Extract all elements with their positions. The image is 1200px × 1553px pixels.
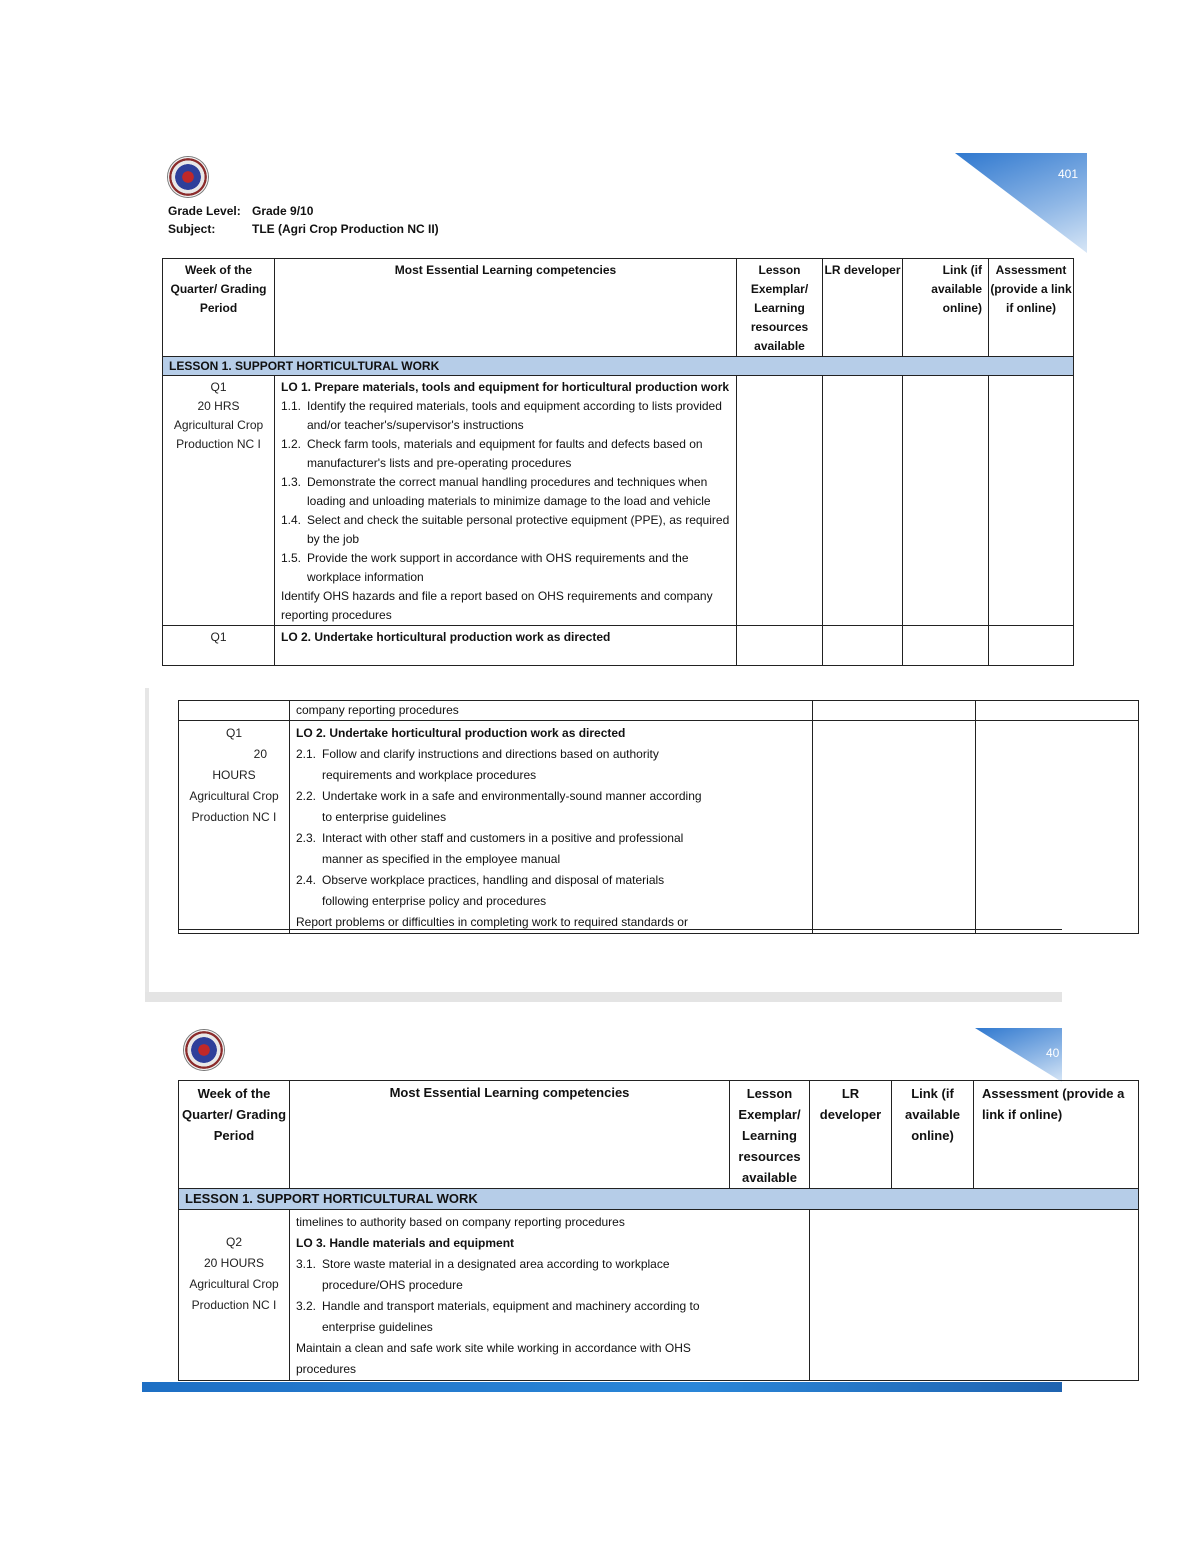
list-item — [296, 1296, 709, 1338]
bottom-bar — [142, 1382, 1062, 1392]
list-item — [296, 786, 712, 828]
item-number: 3.2. — [296, 1299, 317, 1313]
competency-head: company reporting procedures — [296, 703, 459, 717]
item-number: 3.1. — [296, 1257, 317, 1271]
lr-cell — [813, 721, 976, 934]
lesson-row — [179, 1189, 1139, 1210]
item-text: Identify the required materials, tools and equipment according to lists provided and/or teacher's/supervisor's instructions — [307, 399, 722, 432]
header-competencies: Most Essential Learning competencies — [275, 259, 737, 357]
item-number: 2.1. — [296, 747, 317, 761]
header-lesson: Lesson Exemplar/ Learning resources available — [737, 259, 823, 357]
competency-table-3 — [178, 1080, 1139, 1381]
competency-cell — [290, 701, 813, 721]
table-header — [179, 1081, 1139, 1189]
learning-outcome: LO 2. Undertake horticultural production work as directed — [296, 726, 626, 740]
page-separator — [145, 992, 1062, 1002]
week-course: Agricultural Crop — [189, 789, 279, 803]
item-text: Interact with other staff and customers in a positive and professional manner as specified in the employee manual — [322, 831, 684, 866]
lesson-cell — [737, 626, 823, 666]
subject-label: Subject: — [168, 222, 216, 236]
week-course: Agricultural Crop — [173, 418, 264, 432]
table-row — [163, 626, 1074, 666]
learning-outcome: LO 1. Prepare materials, tools and equipment for horticultural production work — [281, 380, 730, 394]
deped-seal-icon — [184, 1030, 224, 1070]
lesson-title: LESSON 1. SUPPORT HORTICULTURAL WORK — [179, 1189, 1139, 1210]
list-item — [296, 1254, 709, 1296]
week-cell — [179, 701, 290, 721]
item-text: Provide the work support in accordance with OHS requirements and the workplace information — [307, 551, 689, 584]
header-week: Week of the Quarter/ Grading Period — [179, 1081, 290, 1189]
item-number: 1.5. — [281, 551, 302, 565]
list-item — [281, 473, 730, 511]
subject-value: TLE (Agri Crop Production NC II) — [252, 222, 439, 236]
page-left-edge — [145, 688, 149, 994]
item-number: 1.2. — [281, 437, 302, 451]
header-assessment: Assessment (provide a link if online) — [974, 1081, 1139, 1189]
header-competencies: Most Essential Learning competencies — [290, 1081, 730, 1189]
week-hours: 20 HOURS — [203, 1256, 265, 1270]
week-course-level: Production NC I — [191, 810, 277, 824]
item-number: 2.2. — [296, 789, 317, 803]
week-quarter: Q2 — [225, 1235, 242, 1249]
list-item — [281, 511, 730, 549]
week-course-level: Production NC I — [176, 437, 261, 451]
week-hours: 20 HRS — [197, 399, 240, 413]
competency-cell — [275, 376, 737, 626]
header-lr: LR developer — [823, 259, 903, 357]
table-header — [163, 259, 1074, 357]
competency-tail: Identify OHS hazards and file a report based on OHS requirements and company reporting procedures — [281, 589, 713, 622]
lesson-title: LESSON 1. SUPPORT HORTICULTURAL WORK — [163, 357, 1074, 376]
week-course: Agricultural Crop — [189, 1277, 279, 1291]
lesson-cell — [737, 376, 823, 626]
header-link: Link (if available online) — [903, 259, 989, 357]
item-text: Store waste material in a designated area according to workplace procedure/OHS procedure — [322, 1257, 670, 1292]
assessment-cell — [976, 701, 1139, 721]
table-row — [179, 1210, 1139, 1381]
header-link: Link (if available online) — [892, 1081, 974, 1189]
item-text: Handle and transport materials, equipment and machinery according to enterprise guidelines — [322, 1299, 700, 1334]
table-viewport-3 — [178, 1080, 1125, 1382]
week-cell — [179, 721, 290, 934]
table-row — [179, 701, 1139, 721]
item-text: Undertake work in a safe and environmentally-sound manner according to enterprise guidelines — [322, 789, 702, 824]
grade-level — [168, 204, 313, 218]
item-text: Demonstrate the correct manual handling procedures and techniques when loading and unloading materials to minimize damage to the load and vehicle — [307, 475, 711, 508]
week-hours: 20 — [253, 747, 267, 761]
list-item — [281, 435, 730, 473]
page-number: 401 — [1058, 167, 1079, 181]
deped-seal-icon — [168, 157, 208, 197]
link-cell — [903, 626, 989, 666]
item-number: 1.4. — [281, 513, 302, 527]
competency-table-1 — [162, 258, 1074, 666]
assessment-cell — [989, 376, 1074, 626]
list-item — [296, 828, 712, 870]
week-course-level: Production NC I — [191, 1298, 277, 1312]
item-text: Observe workplace practices, handling and disposal of materials following enterprise policy and procedures — [322, 873, 665, 908]
header-week: Week of the Quarter/ Grading Period — [163, 259, 275, 357]
link-cell — [903, 376, 989, 626]
assessment-cell — [989, 626, 1074, 666]
list-item — [281, 549, 730, 587]
item-number: 2.4. — [296, 873, 317, 887]
week-cell — [179, 1210, 290, 1381]
competency-tail: Maintain a clean and safe work site while working in accordance with OHS procedures — [296, 1341, 691, 1376]
page-number: 40 — [1046, 1046, 1060, 1060]
lr-cell — [810, 1210, 1139, 1381]
learning-outcome: LO 2. Undertake horticultural production work as directed — [281, 630, 611, 644]
competency-cell — [290, 721, 813, 934]
item-number: 1.1. — [281, 399, 302, 413]
item-number: 2.3. — [296, 831, 317, 845]
competency-tail: Report problems or difficulties in completing work to required standards or — [296, 915, 688, 929]
week-cell — [163, 626, 275, 666]
competency-head: timelines to authority based on company reporting procedures — [296, 1215, 625, 1229]
list-item — [296, 870, 712, 912]
grade-label: Grade Level: — [168, 204, 241, 218]
assessment-cell — [976, 721, 1139, 934]
table-row — [179, 721, 1139, 934]
header-lr: LR developer — [810, 1081, 892, 1189]
list-item — [281, 397, 730, 435]
lr-cell — [823, 376, 903, 626]
lr-cell — [813, 701, 976, 721]
header-assessment: Assessment (provide a link if online) — [989, 259, 1074, 357]
lr-cell — [823, 626, 903, 666]
table-row — [163, 376, 1074, 626]
table-viewport-1 — [162, 258, 1074, 688]
table-viewport-2 — [178, 700, 1062, 930]
competency-cell — [290, 1210, 810, 1381]
lesson-row — [163, 357, 1074, 376]
learning-outcome: LO 3. Handle materials and equipment — [296, 1236, 515, 1250]
grade-value: Grade 9/10 — [252, 204, 314, 218]
item-text: Check farm tools, materials and equipment for faults and defects based on manufacturer's lists and pre-operating procedures — [307, 437, 703, 470]
week-quarter: Q1 — [225, 726, 242, 740]
subject — [168, 222, 439, 236]
week-hours-unit: HOURS — [212, 768, 256, 782]
item-text: Follow and clarify instructions and directions based on authority requirements and workplace procedures — [322, 747, 659, 782]
header-lesson: Lesson Exemplar/ Learning resources available — [730, 1081, 810, 1189]
item-number: 1.3. — [281, 475, 302, 489]
competency-cell — [275, 626, 737, 666]
item-text: Select and check the suitable personal protective equipment (PPE), as required by the job — [307, 513, 730, 546]
list-item — [296, 744, 712, 786]
week-cell — [163, 376, 275, 626]
competency-table-2 — [178, 700, 1139, 934]
week-quarter: Q1 — [210, 380, 227, 394]
week-quarter: Q1 — [210, 630, 227, 644]
